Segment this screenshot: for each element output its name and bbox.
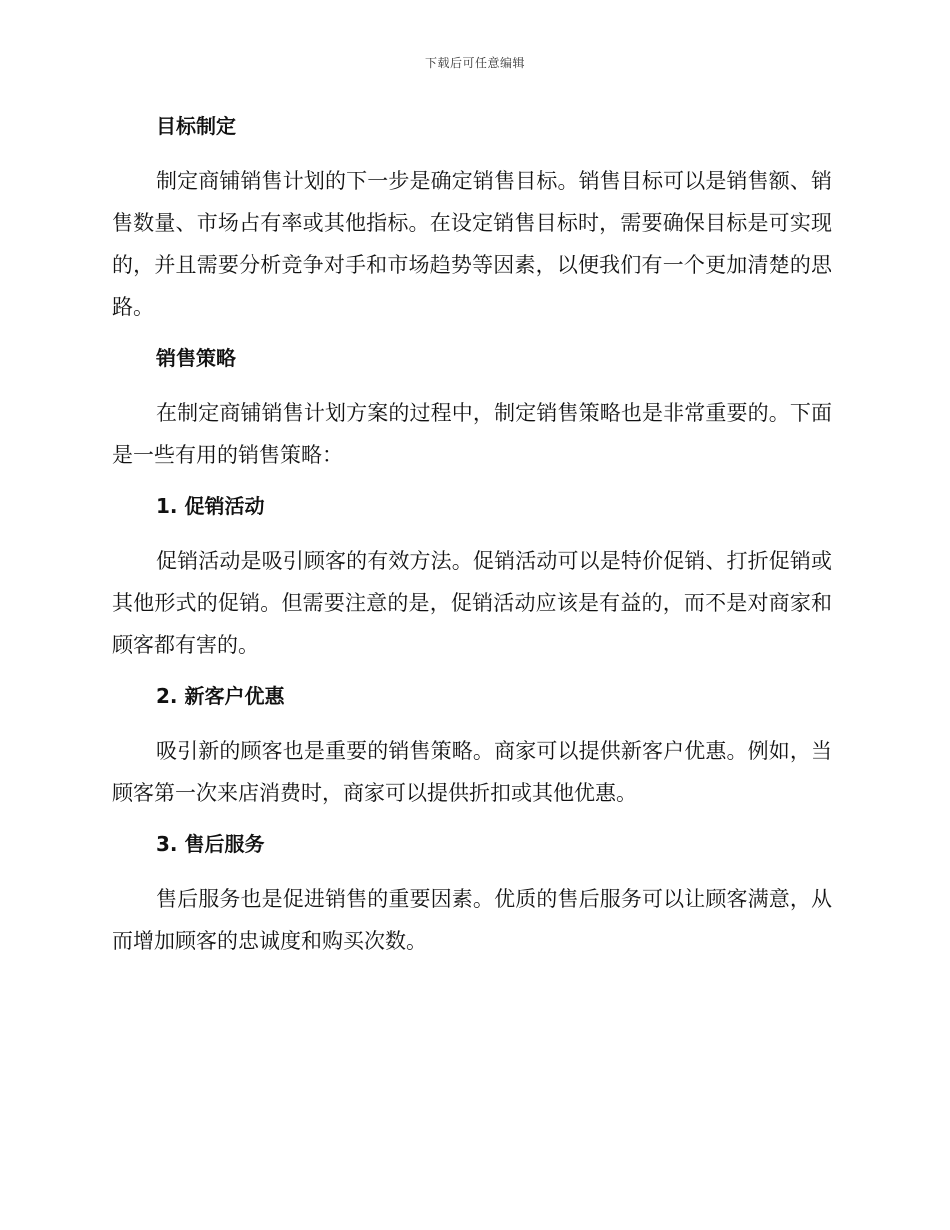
- header-note: 下载后可任意编辑: [424, 56, 525, 70]
- section-paragraph-new-customer-offers: 吸引新的顾客也是重要的销售策略。商家可以提供新客户优惠。例如，当顾客第一次来店消费时，商家可以提供折扣或其他优惠。: [112, 739, 832, 805]
- section-heading-promotions: 1. 促销活动: [156, 494, 265, 518]
- section-heading-new-customer-offers: 2. 新客户优惠: [156, 684, 285, 708]
- section-paragraph-after-sales-service: 售后服务也是促进销售的重要因素。优质的售后服务可以让顾客满意，从而增加顾客的忠诚度和购买次数。: [112, 887, 832, 953]
- section-paragraph-goal-setting: 制定商铺销售计划的下一步是确定销售目标。销售目标可以是销售额、销售数量、市场占有率或其他指标。在设定销售目标时，需要确保目标是可实现的，并且需要分析竞争对手和市场趋势等因素，以便我们有一个更加清楚的思路。: [112, 169, 832, 319]
- section-paragraph-sales-strategy: 在制定商铺销售计划方案的过程中，制定销售策略也是非常重要的。下面是一些有用的销售策略：: [112, 401, 832, 467]
- section-heading-sales-strategy: 销售策略: [156, 346, 236, 370]
- section-heading-after-sales-service: 3. 售后服务: [156, 832, 265, 856]
- section-heading-goal-setting: 目标制定: [156, 114, 236, 138]
- document-body: [112, 108, 832, 962]
- section-paragraph-promotions: 促销活动是吸引顾客的有效方法。促销活动可以是特价促销、打折促销或其他形式的促销。但需要注意的是，促销活动应该是有益的，而不是对商家和顾客都有害的。: [112, 549, 832, 657]
